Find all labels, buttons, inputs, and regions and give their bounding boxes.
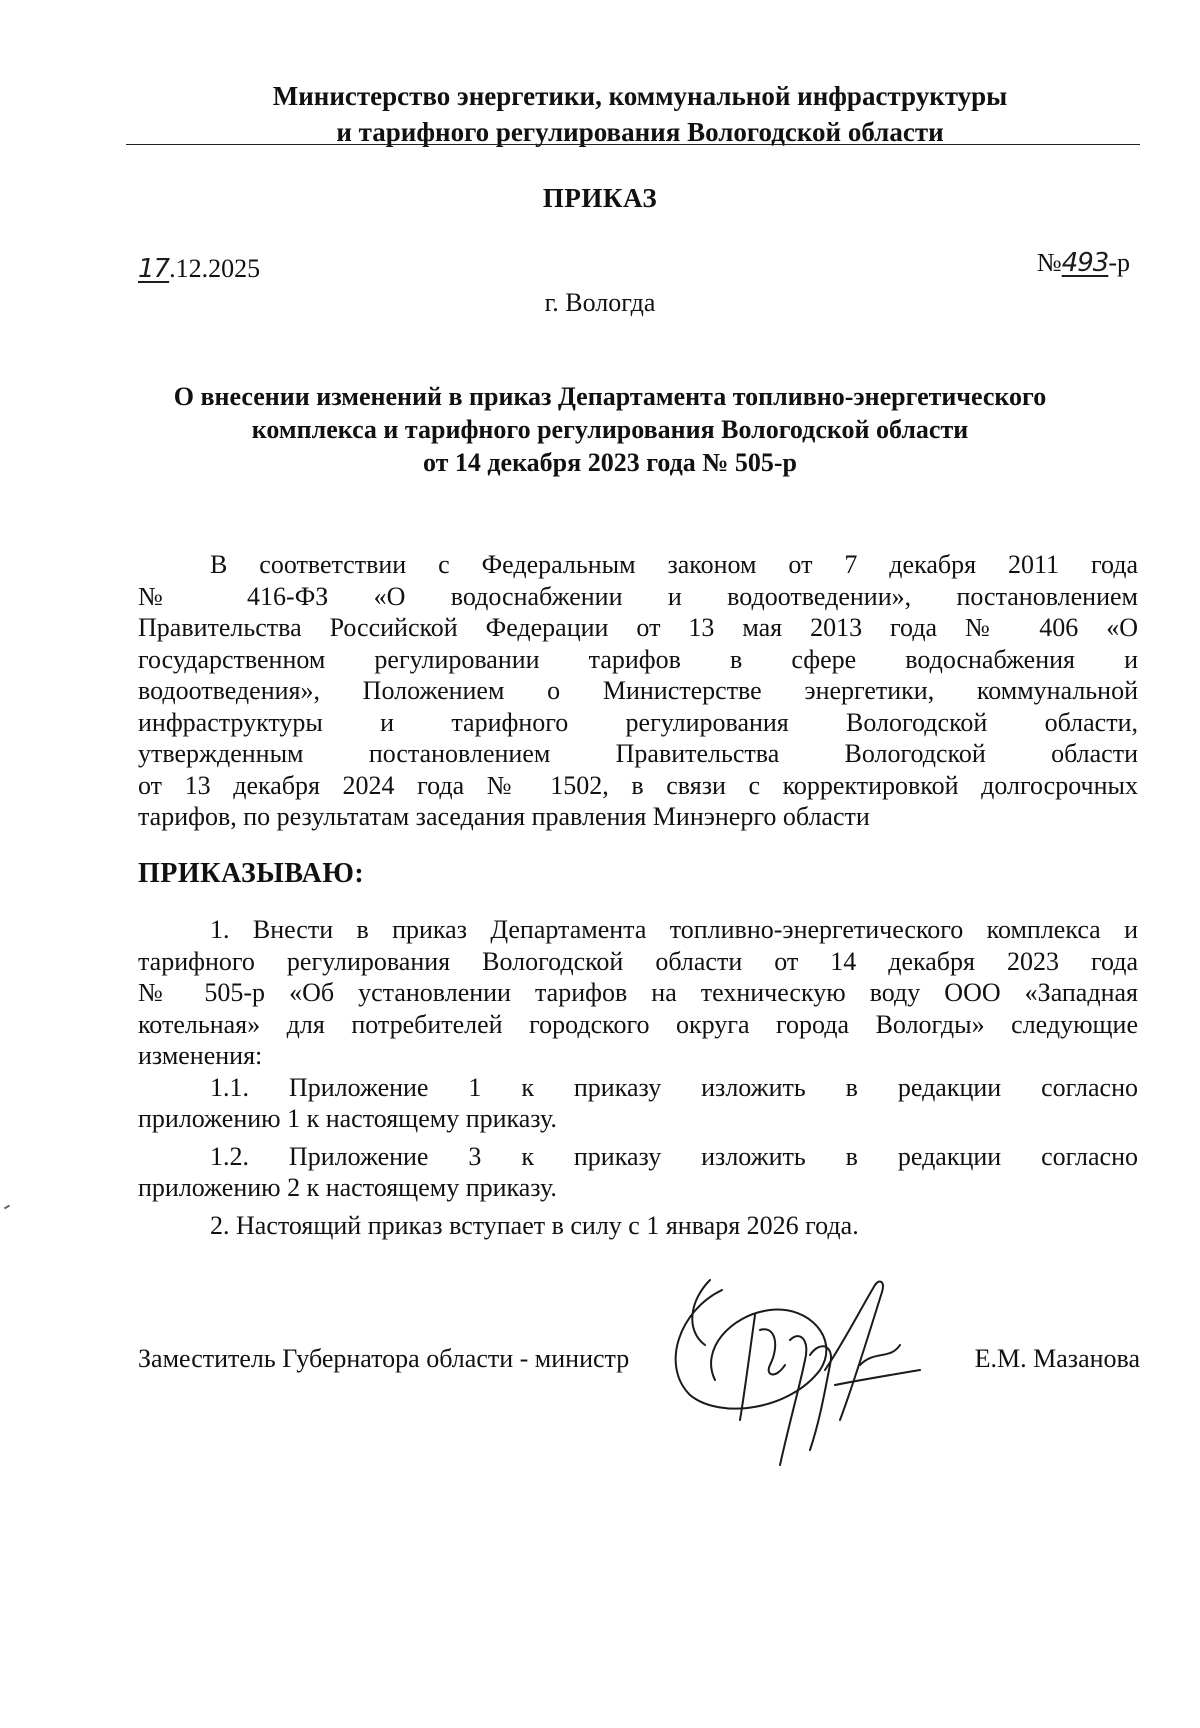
preamble-line: В соответствии с Федеральным законом от 7 декабря 2011 года xyxy=(210,550,1138,579)
document-number xyxy=(1037,248,1130,278)
preamble-line: инфраструктуры и тарифного регулирования Вологодской области, xyxy=(138,707,1138,737)
subject-line-3: от 14 декабря 2023 года № 505-р xyxy=(422,448,798,477)
preamble-line: Правительства Российской Федерации от 13 мая 2013 года № 406 «О xyxy=(138,613,1138,642)
document-type: ПРИКАЗ xyxy=(542,183,658,213)
preamble-paragraph xyxy=(138,549,1138,833)
date-rest: .12.2025 xyxy=(169,254,261,283)
number-prefix: № xyxy=(1036,248,1062,277)
handwritten-signature xyxy=(660,1270,960,1470)
preamble-line: № 416-ФЗ «О водоснабжении и водоотведении», постановлением xyxy=(138,581,1138,611)
signature-row xyxy=(138,1344,1140,1380)
ministry-line-2: и тарифного регулирования Вологодской области xyxy=(336,117,944,147)
ministry-line-1: Министерство энергетики, коммунальной инфраструктуры xyxy=(272,81,1008,111)
preamble-line: государственном регулировании тарифов в сфере водоснабжения и xyxy=(138,644,1138,674)
document-subject xyxy=(110,380,1110,479)
item-1-2-line: 1.2. Приложение 3 к приказу изложить в редакции согласно xyxy=(210,1141,1138,1171)
scan-artifact xyxy=(4,1205,10,1210)
signatory-name: Е.М. Мазанова xyxy=(974,1344,1140,1373)
document-date xyxy=(138,254,260,284)
item-1-1-line: приложению 1 к настоящему приказу. xyxy=(138,1104,557,1133)
item-1-line: изменения: xyxy=(138,1041,263,1070)
item-1-line: 1. Внести в приказ Департамента топливно-энергетического комплекса и xyxy=(210,915,1138,944)
header-divider xyxy=(126,144,1140,145)
preamble-line: водоотведения», Положением о Министерстве энергетики, коммунальной xyxy=(138,676,1138,705)
subject-line-2: комплекса и тарифного регулирования Вологодской области xyxy=(251,415,969,444)
item-1-2-line: приложению 2 к настоящему приказу. xyxy=(138,1173,557,1202)
preamble-line: от 13 декабря 2024 года № 1502, в связи с корректировкой долгосрочных xyxy=(138,770,1138,800)
number-handwritten: 493 xyxy=(1061,248,1109,278)
item-2-line: 2. Настоящий приказ вступает в силу с 1 января 2026 года. xyxy=(210,1210,859,1240)
item-1-line: тарифного регулирования Вологодской области от 14 декабря 2023 года xyxy=(138,946,1138,976)
preamble-line: тарифов, по результатам заседания правления Минэнерго области xyxy=(138,802,870,831)
subject-line-1: О внесении изменений в приказ Департамента топливно-энергетического xyxy=(173,382,1047,411)
orders-heading: ПРИКАЗЫВАЮ: xyxy=(138,858,365,889)
date-day-handwritten: 17 xyxy=(138,254,170,284)
preamble-line: утвержденным постановлением Правительства Вологодской области xyxy=(138,739,1138,768)
ministry-header xyxy=(140,78,1140,150)
item-1-1-line: 1.1. Приложение 1 к приказу изложить в редакции согласно xyxy=(210,1072,1138,1102)
signatory-position: Заместитель Губернатора области - министр xyxy=(138,1344,630,1373)
item-1-line: котельная» для потребителей городского округа города Вологды» следующие xyxy=(138,1009,1138,1039)
order-items xyxy=(138,914,1138,1241)
item-1-line: № 505-р «Об установлении тарифов на техническую воду ООО «Западная xyxy=(138,978,1138,1007)
number-suffix: -р xyxy=(1108,248,1130,277)
document-city: г. Вологда xyxy=(544,288,656,317)
